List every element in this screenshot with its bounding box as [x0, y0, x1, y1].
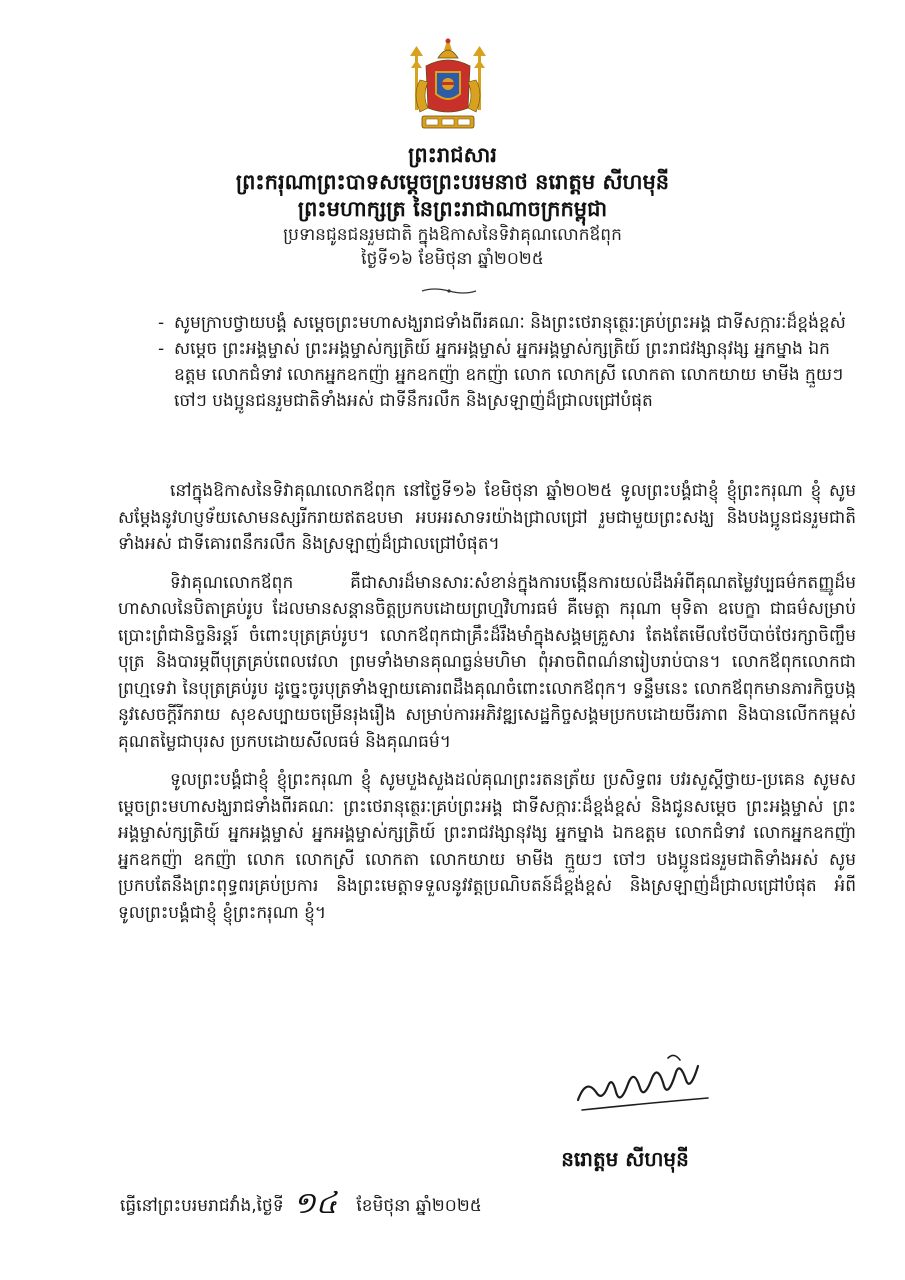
salutation-item [158, 336, 848, 414]
body-paragraph: ទិវាគុណលោកឪពុក គឺជាសារដ៏មានសារៈសំខាន់ក្នុងការបង្កើនការយល់ដឹងអំពីគុណតម្លៃវប្បធម៌កតញ្ញូដ៏មហាសាលនៃបិតាគ្រប់រូប ដែលមានសន្តានចិត្តប្រកបដោយព្រហ្មវិហារធម៌ គឺមេត្តា ករុណា មុទិតា ឧបេក្ខា ជាធម៌សម្រាប់ប្រោះព្រំជានិច្ចនិរន្តរ៍ ចំពោះបុត្រគ្រប់រូប។ លោកឪពុកជាគ្រឹះដ៏រឹងមាំក្នុងសង្គមគ្រួសារ តែងតែមើលថែបីបាច់ថែរក្សាចិញ្ចឹមបុត្រ និងបារម្ភពីបុត្រគ្រប់ពេលវេលា ព្រមទាំងមានគុណធ្ងន់មហិមា ពុំអាចពិពណ៌នារៀបរាប់បាន។ លោកឪពុកលោកជាព្រហ្មទេវា នៃបុត្រគ្រប់រូប ដូច្នេះចូរបុត្រទាំងឡាយគោរពដឹងគុណចំពោះលោកឪពុក។ ទន្ទឹមនេះ លោកឪពុកមានភារកិច្ចបង្កនូវសេចក្តីរីករាយ សុខសប្បាយចម្រើនរុងរឿង សម្រាប់ការអភិវឌ្ឍសេដ្ឋកិច្ចសង្គមប្រកបដោយចីរភាព និងបានលើកកម្ពស់គុណតម្លៃជាបុរស ប្រកបដោយសីលធម៌ និងគុណធម៌។ [118, 572, 856, 752]
royal-coat-of-arms-icon [398, 36, 498, 136]
signatory-name: នរោត្តម សីហមុនី [561, 1147, 689, 1171]
dateline-suffix: ខែមិថុនា ឆ្នាំ២០២៥ [356, 1196, 482, 1216]
message-body [118, 478, 856, 938]
sender-realm: ព្រះមហាក្សត្រ នៃព្រះរាជាណាចក្រកម្ពុជា [297, 197, 608, 221]
salutation-list [158, 310, 848, 414]
salutation-text: សូមក្រាបថ្វាយបង្គំ សម្តេចព្រះមហាសង្ឃរាជទាំងពីរគណៈ និងព្រះថេរានុត្ថេរៈគ្រប់ព្រះអង្គ ជាទីសក្ការៈដ៏ខ្ពង់ខ្ពស់ [174, 313, 846, 333]
dateline-prefix: ធ្វើនៅព្រះបរមរាជវាំង,ថ្ងៃទី [120, 1196, 284, 1216]
dateline-day: ១៤ [293, 1186, 337, 1221]
list-dash: - [158, 339, 165, 359]
body-paragraph: ទូលព្រះបង្គំជាខ្ញុំ ខ្ញុំព្រះករុណា ខ្ញុំ សូមបួងសួងដល់គុណព្រះរតនត្រ័យ ប្រសិទ្ធពរ បវរសួស្តីថ្វាយ-ប្រគេន សូមសម្តេចព្រះមហាសង្ឃរាជទាំងពីរគណៈ ព្រះថេរានុត្ថេរៈគ្រប់ព្រះអង្គ ជាទីសក្ការៈដ៏ខ្ពង់ខ្ពស់ និងជូនសម្តេច ព្រះអង្គម្ចាស់ ព្រះអង្គម្ចាស់ក្សត្រិយ៍ អ្នកអង្គម្ចាស់ អ្នកអង្គម្ចាស់ក្សត្រិយ៍ ព្រះរាជវង្សានុវង្ស អ្នកម្នាង ឯកឧត្តម លោកជំទាវ លោកអ្នកឧកញ៉ា អ្នកឧកញ៉ា ឧកញ៉ា លោក លោកស្រី លោកតា លោកយាយ មាមីង ក្មួយៗ ចៅៗ បងប្អូនជនរួមជាតិទាំងអស់ សូមប្រកបតែនឹងព្រះពុទ្ធពរគ្រប់ប្រការ និងព្រះមេត្តាទទួលនូវវត្តប្រណិបតន៍ដ៏ខ្ពង់ខ្ពស់ និងស្រឡាញ់ដ៏ជ្រាលជ្រៅបំផុត អំពីទូលព្រះបង្គំជាខ្ញុំ ខ្ញុំព្រះករុណា ខ្ញុំ។ [118, 770, 856, 923]
body-paragraph: នៅក្នុងឱកាសនៃទិវាគុណលោកឪពុក នៅថ្ងៃទី១៦ ខែមិថុនា ឆ្នាំ២០២៥ ទូលព្រះបង្គំជាខ្ញុំ ខ្ញុំព្រះករុណា ខ្ញុំ សូមសម្តែងនូវហប្ញទ័យសោមនស្សរីករាយឥតឧបមា អបអរសាទរយ៉ាងជ្រាលជ្រៅ រួមជាមួយព្រះសង្ឃ និងបងប្អូនជនរួមជាតិទាំងអស់ ជាទីគោរពនឹករលឹក និងស្រឡាញ់ដ៏ជ្រាលជ្រៅបំផុត។ [118, 481, 856, 554]
message-header [100, 142, 805, 271]
document-title: ព្រះរាជសារ [408, 143, 497, 167]
salutation-item [158, 310, 848, 336]
divider-ornament [420, 286, 478, 296]
salutation-text: សម្តេច ព្រះអង្គម្ចាស់ ព្រះអង្គម្ចាស់ក្សត្រិយ៍ អ្នកអង្គម្ចាស់ អ្នកអង្គម្ចាស់ក្សត្រិយ៍ ព្រះរាជវង្សានុវង្ស អ្នកម្នាង ឯកឧត្តម លោកជំទាវ លោកអ្នកឧកញ៉ា អ្នកឧកញ៉ា ឧកញ៉ា លោក លោកស្រី លោកតា លោកយាយ មាមីង ក្មួយៗ ចៅៗ បងប្អូនជនរួមជាតិទាំងអស់ ជាទីនឹករលឹក និងស្រឡាញ់ដ៏ជ្រាលជ្រៅបំផុត [174, 339, 844, 411]
sender-title: ព្រះករុណាព្រះបាទសម្តេចព្រះបរមនាថ នរោត្តម សីហមុនី [235, 170, 670, 194]
occasion-line: ប្រទានជូនជនរួមជាតិ ក្នុងឱកាសនៃទិវាគុណលោកឪពុក [283, 225, 622, 245]
handwritten-signature [568, 1048, 728, 1118]
issue-dateline [120, 1184, 820, 1226]
list-dash: - [158, 313, 165, 333]
header-date: ថ្ងៃទី១៦ ខែមិថុនា ឆ្នាំ២០២៥ [361, 249, 544, 269]
